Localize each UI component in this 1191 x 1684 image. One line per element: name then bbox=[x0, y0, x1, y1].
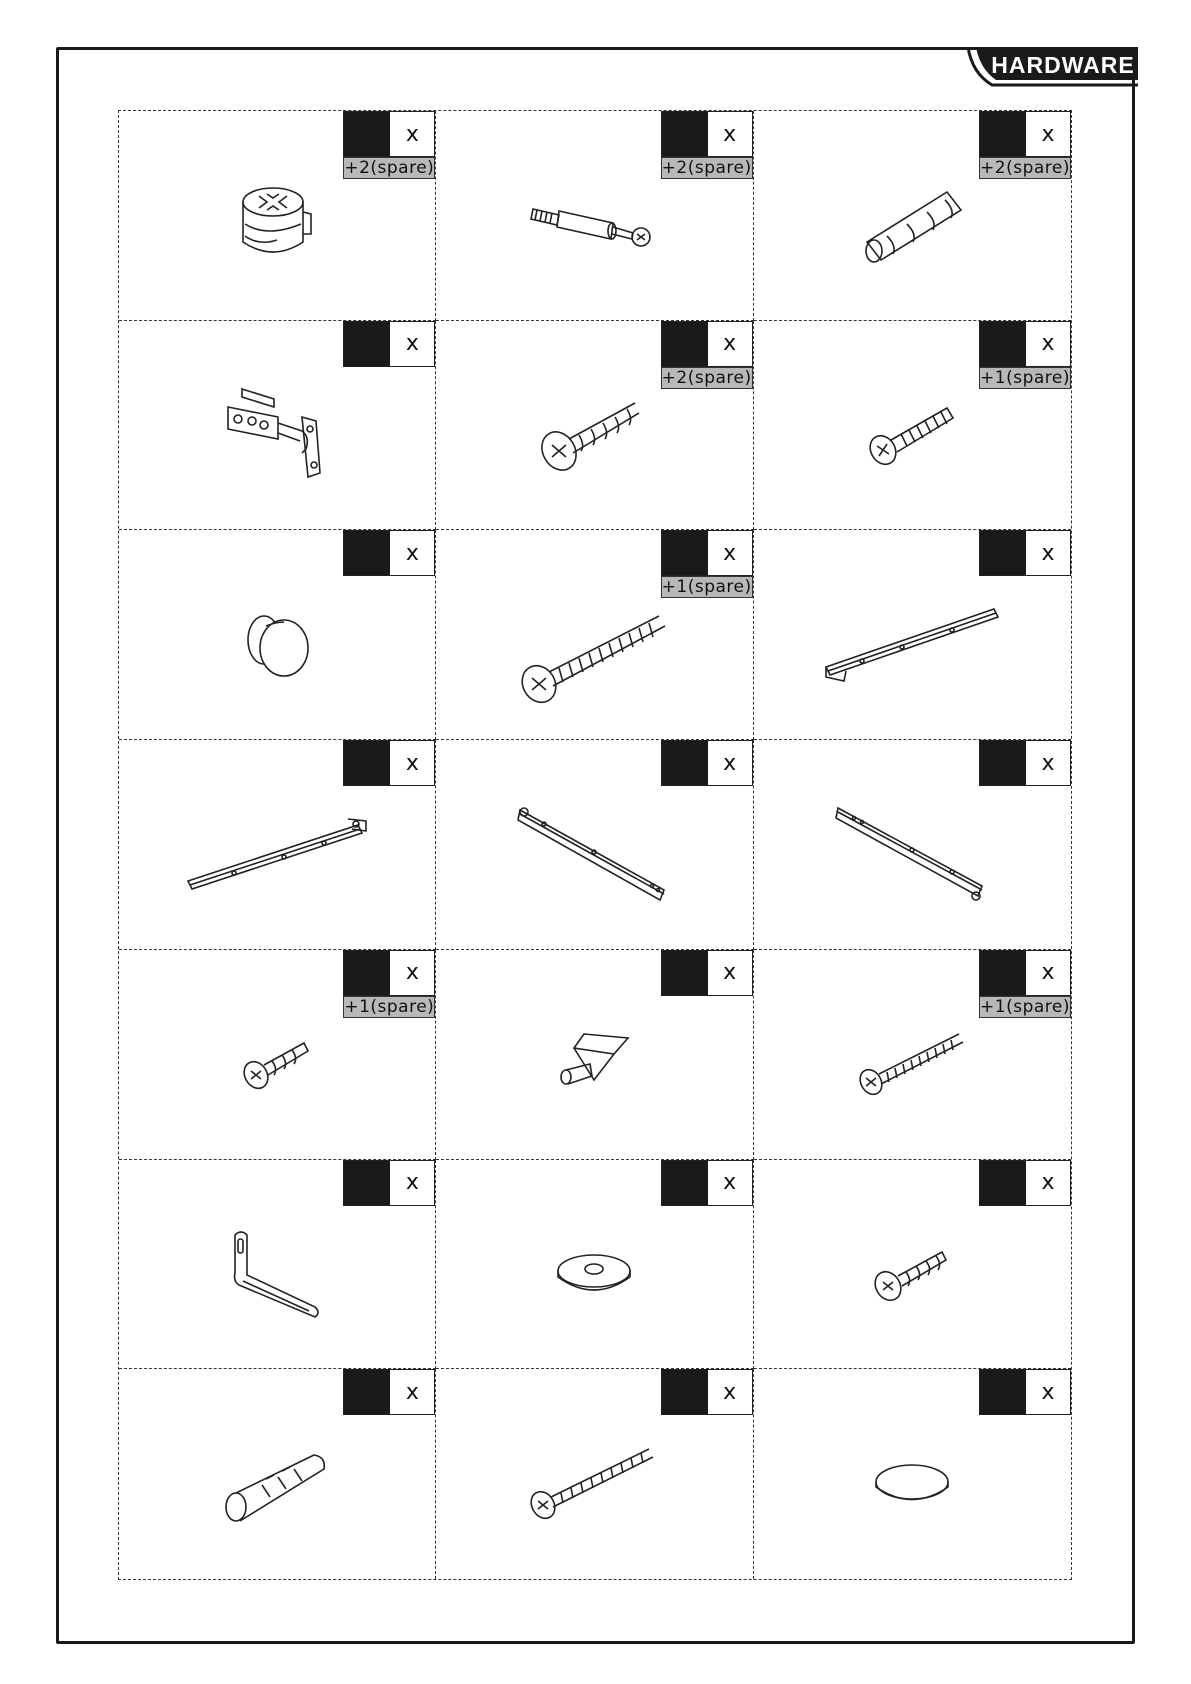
short-screw-icon bbox=[242, 1037, 312, 1093]
spare-count: +2(spare) bbox=[661, 158, 752, 178]
hardware-item bbox=[754, 111, 1071, 321]
quantity-box bbox=[661, 950, 753, 996]
quantity-box bbox=[343, 950, 435, 996]
quantity-box bbox=[979, 321, 1071, 367]
machine-screw-icon bbox=[867, 402, 957, 468]
spare-count: +2(spare) bbox=[980, 158, 1070, 178]
knob-icon bbox=[242, 610, 312, 680]
quantity-value-box bbox=[980, 322, 1026, 366]
hardware-item bbox=[436, 530, 753, 740]
wooden-dowel-icon bbox=[857, 186, 967, 266]
drawer-slide-left-icon bbox=[184, 815, 370, 895]
quantity-value-box bbox=[980, 741, 1026, 785]
times-mark: x bbox=[405, 1170, 419, 1196]
quantity-value-box bbox=[344, 1161, 390, 1205]
quantity-value-box bbox=[344, 112, 390, 156]
quantity-box bbox=[979, 740, 1071, 786]
hardware-item bbox=[754, 740, 1071, 950]
hardware-item bbox=[119, 950, 436, 1160]
quantity-box bbox=[979, 111, 1071, 157]
drawer-rail-right-icon bbox=[514, 800, 674, 910]
times-mark: x bbox=[1041, 121, 1055, 147]
times-mark: x bbox=[723, 960, 737, 986]
hardware-title: HARDWARE bbox=[991, 52, 1135, 78]
quantity-box bbox=[343, 1369, 435, 1415]
hardware-item bbox=[754, 1369, 1071, 1579]
hinge-icon bbox=[222, 387, 332, 483]
hardware-item bbox=[119, 321, 436, 531]
drawer-slide-icon bbox=[822, 605, 1002, 685]
hardware-item bbox=[119, 1369, 436, 1579]
quantity-box bbox=[661, 740, 753, 786]
hardware-item bbox=[754, 950, 1071, 1160]
quantity-value-box bbox=[662, 1161, 708, 1205]
quantity-value-box bbox=[980, 531, 1026, 575]
quantity-value-box bbox=[344, 531, 390, 575]
times-mark: x bbox=[723, 1170, 737, 1196]
quantity-box bbox=[343, 740, 435, 786]
times-mark: x bbox=[405, 121, 419, 147]
times-mark: x bbox=[405, 750, 419, 776]
times-mark: x bbox=[1041, 1170, 1055, 1196]
spare-count: +1(spare) bbox=[661, 577, 752, 598]
times-mark: x bbox=[405, 331, 419, 357]
times-mark: x bbox=[723, 1379, 737, 1405]
l-bracket-icon bbox=[229, 1229, 325, 1319]
quantity-box bbox=[979, 530, 1071, 576]
spare-count: +1(spare) bbox=[980, 367, 1070, 388]
wood-screw-icon bbox=[539, 395, 649, 475]
hardware-item bbox=[754, 530, 1071, 740]
times-mark: x bbox=[405, 540, 419, 566]
drawer-rail-left-icon bbox=[832, 800, 992, 910]
hardware-item bbox=[436, 740, 753, 950]
quantity-box bbox=[343, 111, 435, 157]
times-mark: x bbox=[1041, 960, 1055, 986]
times-mark: x bbox=[723, 331, 737, 357]
quantity-value-box bbox=[344, 741, 390, 785]
hardware-item bbox=[436, 321, 753, 531]
hardware-item bbox=[119, 530, 436, 740]
hardware-item bbox=[436, 950, 753, 1160]
slim-screw-icon bbox=[857, 1030, 967, 1100]
hardware-item bbox=[754, 321, 1071, 531]
hardware-grid bbox=[118, 110, 1072, 1580]
felt-pad-icon bbox=[872, 1462, 952, 1508]
quantity-box bbox=[979, 950, 1071, 996]
wall-screw-icon bbox=[529, 1445, 659, 1525]
quantity-box bbox=[343, 530, 435, 576]
quantity-box bbox=[979, 1160, 1071, 1206]
quantity-value-box bbox=[662, 1370, 708, 1414]
quantity-value-box bbox=[344, 322, 390, 366]
spare-count: +1(spare) bbox=[344, 996, 435, 1017]
times-mark: x bbox=[1041, 750, 1055, 776]
hardware-item bbox=[119, 111, 436, 321]
times-mark: x bbox=[405, 1379, 419, 1405]
long-screw-icon bbox=[519, 612, 669, 708]
quantity-value-box bbox=[344, 951, 390, 995]
hardware-item bbox=[119, 1160, 436, 1370]
hardware-item bbox=[436, 111, 753, 321]
quantity-box bbox=[979, 1369, 1071, 1415]
cam-lock-icon bbox=[237, 184, 317, 268]
quantity-value-box bbox=[980, 1161, 1026, 1205]
quantity-value-box bbox=[662, 322, 708, 366]
quantity-value-box bbox=[980, 112, 1026, 156]
quantity-box bbox=[661, 321, 753, 367]
hardware-tab bbox=[966, 47, 1138, 89]
quantity-box bbox=[661, 530, 753, 576]
spare-count: +2(spare) bbox=[344, 158, 435, 178]
cam-bolt-icon bbox=[529, 201, 659, 251]
shelf-support-pin-icon bbox=[554, 1030, 634, 1100]
times-mark: x bbox=[1041, 331, 1055, 357]
quantity-box bbox=[343, 321, 435, 367]
quantity-value-box bbox=[662, 951, 708, 995]
quantity-value-box bbox=[344, 1370, 390, 1414]
quantity-box bbox=[661, 1369, 753, 1415]
spare-count: +2(spare) bbox=[661, 367, 752, 388]
wall-anchor-icon bbox=[222, 1445, 332, 1525]
hardware-item bbox=[754, 1160, 1071, 1370]
times-mark: x bbox=[723, 540, 737, 566]
quantity-value-box bbox=[662, 531, 708, 575]
hardware-item bbox=[119, 740, 436, 950]
small-screw-icon bbox=[874, 1244, 950, 1304]
spare-count: +1(spare) bbox=[980, 996, 1070, 1017]
times-mark: x bbox=[1041, 540, 1055, 566]
washer-icon bbox=[554, 1249, 634, 1299]
times-mark: x bbox=[1041, 1379, 1055, 1405]
hardware-item bbox=[436, 1160, 753, 1370]
quantity-box bbox=[343, 1160, 435, 1206]
quantity-value-box bbox=[662, 741, 708, 785]
quantity-value-box bbox=[980, 1370, 1026, 1414]
times-mark: x bbox=[405, 960, 419, 986]
quantity-box bbox=[661, 111, 753, 157]
hardware-item bbox=[436, 1369, 753, 1579]
times-mark: x bbox=[723, 750, 737, 776]
quantity-value-box bbox=[662, 112, 708, 156]
quantity-box bbox=[661, 1160, 753, 1206]
times-mark: x bbox=[723, 121, 737, 147]
quantity-value-box bbox=[980, 951, 1026, 995]
